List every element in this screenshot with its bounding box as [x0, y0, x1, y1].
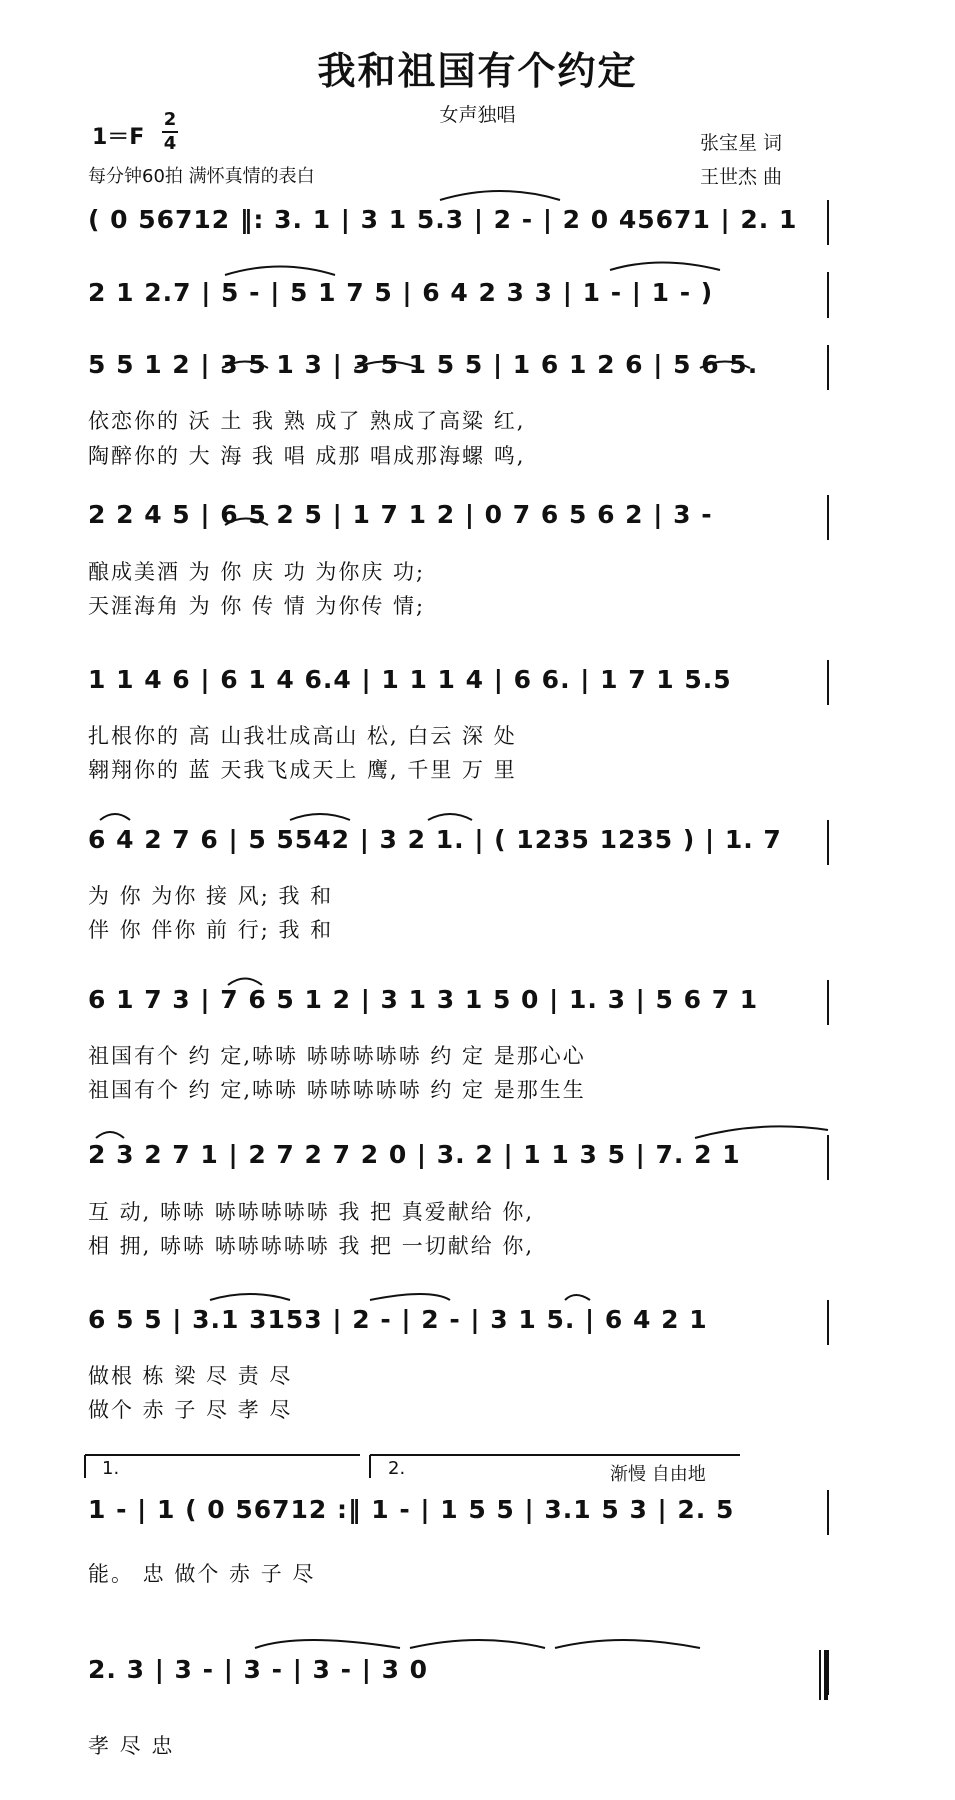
- lyricist-credit: 张宝星 词: [700, 132, 783, 154]
- tempo-marking: 每分钟60拍 满怀真情的表白: [88, 166, 315, 187]
- lyric-row-9-verse-1: 做根 栋 梁 尽 责 尽: [88, 1364, 293, 1388]
- notes-row-10: 1 - | 1 ( 0 56712 :‖ 1 - | 1 5 5 | 3.1 5 3 | 2. 5: [88, 1495, 735, 1524]
- notes-row-4: 2 2 4 5 | 6 5 2 5 | 1 7 1 2 | 0 7 6 5 6 2 | 3 -: [88, 500, 713, 529]
- volta-second-ending: 2.: [388, 1458, 406, 1479]
- lyric-row-6-verse-2: 伴 你 伴你 前 行; 我 和: [88, 918, 334, 942]
- lyric-row-6-verse-1: 为 你 为你 接 风; 我 和: [88, 884, 334, 908]
- volta-first-ending: 1.: [102, 1458, 120, 1479]
- lyric-row-7-verse-2: 祖国有个 约 定,哧哧 哧哧哧哧哧 约 定 是那生生: [88, 1078, 586, 1102]
- key-signature: 1＝F: [92, 125, 145, 150]
- lyric-row-5-verse-2: 翱翔你的 蓝 天我飞成天上 鹰, 千里 万 里: [88, 758, 517, 782]
- lyric-row-5-verse-1: 扎根你的 高 山我壮成高山 松, 白云 深 处: [88, 724, 517, 748]
- lyric-row-8-verse-1: 互 动, 哧哧 哧哧哧哧哧 我 把 真爱献给 你,: [88, 1200, 535, 1224]
- lyric-row-4-verse-1: 酿成美酒 为 你 庆 功 为你庆 功;: [88, 560, 426, 584]
- lyric-row-9-verse-2: 做个 赤 子 尽 孝 尽: [88, 1398, 293, 1422]
- lyric-row-4-verse-2: 天涯海角 为 你 传 情 为你传 情;: [88, 594, 426, 618]
- lyric-row-10: 能。 忠 做个 赤 子 尽: [88, 1562, 316, 1586]
- notes-row-8: 2 3 2 7 1 | 2 7 2 7 2 0 | 3. 2 | 1 1 3 5 | 7. 2 1: [88, 1140, 741, 1169]
- meter-bottom: 4: [163, 133, 177, 154]
- lyric-row-3-verse-2: 陶醉你的 大 海 我 唱 成那 唱成那海螺 鸣,: [88, 444, 526, 468]
- notes-row-2: 2 1 2.7 | 5 - | 5 1 7 5 | 6 4 2 3 3 | 1 - | 1 - ): [88, 278, 714, 307]
- song-title: 我和祖国有个约定: [317, 49, 638, 93]
- lyric-row-11: 孝 尽 忠: [88, 1734, 175, 1758]
- notes-row-7: 6 1 7 3 | 7 6 5 1 2 | 3 1 3 1 5 0 | 1. 3 | 5 6 7 1: [88, 985, 759, 1014]
- notes-row-3: 5 5 1 2 | 3 5 1 3 | 3 5 1 5 5 | 1 6 1 2 6 | 5 6 5.: [88, 350, 759, 379]
- lyric-row-3-verse-1: 依恋你的 沃 土 我 熟 成了 熟成了高粱 红,: [88, 409, 526, 433]
- meter-top: 2: [163, 109, 177, 130]
- song-subtitle: 女声独唱: [439, 104, 516, 126]
- lyric-row-7-verse-1: 祖国有个 约 定,哧哧 哧哧哧哧哧 约 定 是那心心: [88, 1044, 586, 1068]
- notes-row-11: 2. 3 | 3 - | 3 - | 3 - | 3 0: [88, 1655, 429, 1684]
- notes-row-1: ( 0 56712 ‖: 3. 1 | 3 1 5.3 | 2 - | 2 0 45671 | 2. 1: [88, 205, 798, 234]
- notes-row-5: 1 1 4 6 | 6 1 4 6.4 | 1 1 1 4 | 6 6. | 1 7 1 5.5: [88, 665, 732, 694]
- notes-row-9: 6 5 5 | 3.1 3153 | 2 - | 2 - | 3 1 5. | 6 4 2 1: [88, 1305, 708, 1334]
- notes-row-6: 6 4 2 7 6 | 5 5542 | 3 2 1. | ( 1235 1235 ) | 1. 7: [88, 825, 782, 854]
- lyric-row-8-verse-2: 相 拥, 哧哧 哧哧哧哧哧 我 把 一切献给 你,: [88, 1234, 535, 1258]
- tempo-direction: 渐慢 自由地: [610, 1464, 706, 1485]
- composer-credit: 王世杰 曲: [700, 166, 783, 188]
